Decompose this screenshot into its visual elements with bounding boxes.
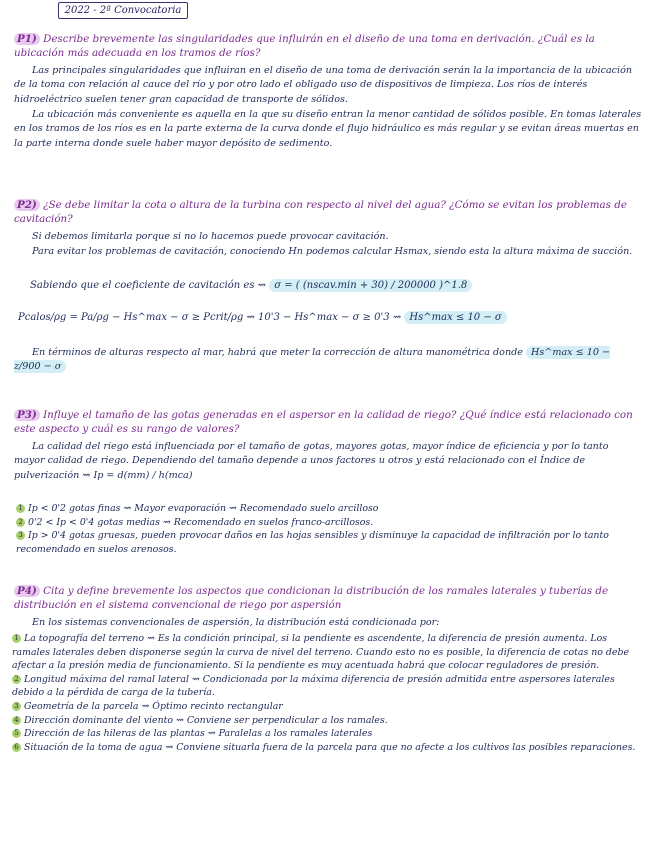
- list-item-text: Dirección dominante del viento ⇝ Conviene ser perpendicular a los ramales.: [24, 714, 388, 726]
- list-item: [12, 714, 644, 728]
- answer-4-intro: En los sistemas convencionales de aspersión, la distribución está condicionada por:: [32, 617, 440, 628]
- list-item-text: Geometría de la parcela ⇝ Óptimo recinto rectangular: [24, 700, 283, 712]
- pressure-formula: Pcalos/ρg = Pa/ρg − Hs^max − σ ≥ Pcrit/ρg ⇝ 10'3 − Hs^max − σ ≥ 0'3 ⇝: [18, 312, 402, 323]
- number-badge: 3: [12, 702, 21, 711]
- answer-1-paragraph-1: Las principales singularidades que influiran en el diseño de una toma de derivación serán la la importancia de la ubicación de la toma con relación al cauce del río y por otro lado el obligado uso de dispositivos de limpieza. Los ríos de interés hidroeléctrico suelen tener gran capacidad de transporte de sólidos.: [14, 65, 633, 105]
- cavitation-text: Sabiendo que el coeficiente de cavitación es ⇝: [30, 280, 267, 291]
- question-3-number: P3): [14, 409, 40, 421]
- answer-2-paragraph-1: Si debemos limitarla porque si no lo hacemos puede provocar cavitación.: [32, 231, 389, 242]
- question-1-text: Describe brevemente las singularidades que influirán en el diseño de una toma en derivación. ¿Cuál es la ubicación más adecuada en los tramos de ríos?: [14, 33, 595, 60]
- list-item-text: Longitud máxima del ramal lateral ⇝ Condicionada por la máxima diferencia de presión admitida entre aspersores laterales debido a la pérdida de carga de la tubería.: [12, 673, 615, 699]
- question-3-text: Influye el tamaño de las gotas generadas en el aspersor en la calidad de riego? ¿Qué índice está relacionado con este aspecto y cuál es su rango de valores?: [14, 409, 633, 436]
- question-1: [14, 32, 640, 60]
- list-item: [16, 502, 642, 516]
- answer-1-paragraph-2: La ubicación más conveniente es aquella en la que su diseño entran la menor cantidad de sólidos posible. En tomas laterales en los tramos de los ríos es en la parte externa de la curva donde el flujo hidráulico es más regular y se evitan áreas muertas en la parte interna donde suele haber mayor depósito de sedimento.: [14, 109, 642, 149]
- list-item-text: La topografía del terreno ⇝ Es la condición principal, si la pendiente es ascendente, la diferencia de presión aumenta. Los ramales laterales deben disponerse según la curva de nivel del terreno. Cuando esto no es posible, la diferencia de cotas no debe afectar a la presión media de funcionamiento. Si la pendiente es muy acentuada habrá que colocar reguladores de presión.: [12, 633, 630, 672]
- number-badge: 2: [16, 518, 25, 527]
- list-item-text: Situación de la toma de agua ⇝ Conviene situarla fuera de la parcela para que no afecte a los cultivos las posibles reparaciones.: [24, 741, 636, 753]
- sigma-formula: σ = ( (nscav.min + 30) / 200000 )^1.8: [269, 279, 472, 292]
- list-item-text: Ip < 0'2 gotas finas ⇝ Mayor evaporación ⇝ Recomendado suelo arcilloso: [28, 503, 379, 514]
- pressure-formula-line: [18, 312, 507, 323]
- question-4: [14, 584, 640, 612]
- list-item: [12, 632, 644, 673]
- question-1-number: P1): [14, 33, 40, 45]
- list-item: [12, 727, 644, 741]
- question-2: [14, 198, 640, 226]
- number-badge: 5: [12, 729, 21, 738]
- list-item-text: Dirección de las hileras de las plantas ⇝ Paralelas a los ramales laterales: [24, 728, 373, 740]
- answer-2-paragraph-2: Para evitar los problemas de cavitación, conociendo Hn podemos calcular Hsmax, siendo esta la altura máxima de succión.: [32, 246, 633, 257]
- question-2-text: ¿Se debe limitar la cota o altura de la turbina con respecto al nivel del agua? ¿Cómo se evitan los problemas de cavitación?: [14, 199, 627, 226]
- droplet-size-list: [16, 502, 642, 556]
- list-item: [16, 516, 642, 530]
- question-2-number: P2): [14, 199, 40, 211]
- number-badge: 4: [12, 716, 21, 725]
- question-4-text: Cita y define brevemente los aspectos que condicionan la distribución de los ramales laterales y tuberías de distribución en el sistema convencional de riego por aspersión: [14, 585, 609, 612]
- number-badge: 2: [12, 675, 21, 684]
- answer-3-paragraph-1: La calidad del riego está influenciada por el tamaño de gotas, mayores gotas, mayor índice de eficiencia y por lo tanto mayor calidad de riego. Dependiendo del tamaño depende a unos factores u otros y está relacionado con el Índice de pulverización ⇝ Ip = d(mm) / h(mca): [14, 441, 609, 481]
- cavitation-coefficient-line: [30, 280, 472, 291]
- distribution-factors-list: [12, 632, 644, 754]
- list-item: [16, 529, 642, 556]
- number-badge: 1: [16, 504, 25, 513]
- question-4-number: P4): [14, 585, 40, 597]
- list-item: [12, 741, 644, 755]
- answer-2-paragraph-4: [14, 346, 634, 375]
- number-badge: 1: [12, 634, 21, 643]
- list-item-text: 0'2 < Ip < 0'4 gotas medias ⇝ Recomendado en suelos franco-arcillosos.: [28, 516, 374, 528]
- question-3: [14, 408, 640, 436]
- number-badge: 3: [16, 531, 25, 540]
- list-item: [12, 673, 644, 700]
- number-badge: 6: [12, 743, 21, 752]
- hs-max-result: Hs^max ≤ 10 − σ: [404, 311, 506, 324]
- list-item-text: Ip > 0'4 gotas gruesas, pueden provocar daños en las hojas sensibles y disminuye la capacidad de infiltración por lo tanto recomendado en suelos arenosos.: [16, 530, 609, 555]
- altitude-formula: Hs^max ≤ 10 − z/900 − σ: [14, 347, 611, 373]
- list-item: [12, 700, 644, 714]
- page-title: 2022 - 2ª Convocatoria: [58, 2, 188, 19]
- altitude-text: En términos de alturas respecto al mar, habrá que meter la corrección de altura manométrica donde: [32, 347, 523, 358]
